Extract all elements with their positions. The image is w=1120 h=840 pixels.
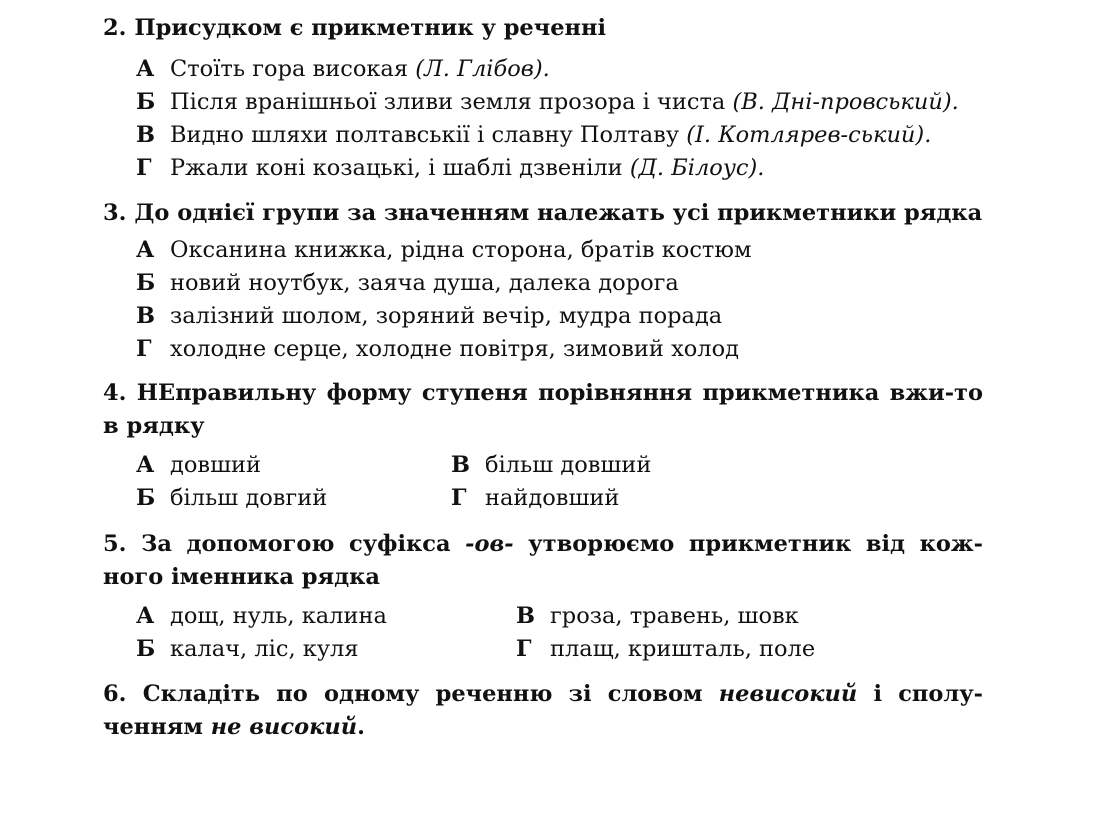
question-number: 4. bbox=[103, 380, 127, 406]
option-v[interactable] bbox=[136, 300, 983, 333]
question-6 bbox=[103, 678, 983, 744]
option-g[interactable] bbox=[451, 482, 983, 515]
option-g[interactable] bbox=[516, 633, 983, 666]
option-text: найдовший bbox=[485, 485, 620, 511]
option-letter: Б bbox=[136, 270, 156, 296]
option-author: (Л. Глібов). bbox=[415, 56, 550, 82]
question-number: 2. bbox=[103, 15, 127, 41]
option-letter: Г bbox=[451, 485, 467, 511]
option-text: Стоїть гора високая bbox=[170, 56, 409, 82]
option-text: Ржали коні козацькі, і шаблі дзвеніли bbox=[170, 155, 623, 181]
option-v[interactable] bbox=[516, 600, 983, 633]
question-text-middle: і сполу-ченням bbox=[103, 681, 984, 740]
question-3 bbox=[103, 197, 983, 366]
option-a[interactable] bbox=[136, 600, 516, 633]
option-a[interactable] bbox=[136, 449, 451, 482]
suffix-text: -ов- bbox=[465, 531, 514, 557]
question-number: 3. bbox=[103, 200, 127, 226]
option-letter: А bbox=[136, 237, 155, 263]
option-author: (І. Котлярев-ський). bbox=[686, 122, 932, 148]
question-number: 5. bbox=[103, 531, 127, 557]
option-text: Видно шляхи полтавськії і славну Полтаву bbox=[170, 122, 680, 148]
option-text: плащ, кришталь, поле bbox=[550, 636, 816, 662]
option-g[interactable] bbox=[136, 333, 983, 366]
question-text: НЕправильну форму ступеня порівняння прикметника вжи-то в рядку bbox=[103, 380, 983, 439]
option-author: (В. Дні-провський). bbox=[732, 89, 959, 115]
option-v[interactable] bbox=[451, 449, 983, 482]
question-2 bbox=[103, 12, 983, 185]
question-text: Складіть по одному реченню зі словом bbox=[142, 681, 703, 707]
option-text: більш довгий bbox=[170, 485, 328, 511]
option-letter: В bbox=[516, 603, 536, 629]
question-text-continued: утворюємо прикметник від кож-ного іменника рядка bbox=[103, 531, 983, 590]
option-text: калач, ліс, куля bbox=[170, 636, 359, 662]
option-letter: В bbox=[451, 452, 471, 478]
option-letter: А bbox=[136, 452, 155, 478]
option-text: гроза, травень, шовк bbox=[550, 603, 799, 629]
option-b[interactable] bbox=[136, 267, 983, 300]
question-3-stem bbox=[103, 197, 983, 230]
question-text: Присудком є прикметник у реченні bbox=[134, 15, 607, 41]
option-a[interactable] bbox=[136, 234, 983, 267]
exercise-page bbox=[103, 12, 983, 744]
option-letter: А bbox=[136, 603, 155, 629]
question-2-stem bbox=[103, 12, 983, 45]
question-text: За допомогою суфікса bbox=[141, 531, 451, 557]
question-number: 6. bbox=[103, 681, 127, 707]
option-g[interactable] bbox=[136, 152, 983, 185]
option-letter: В bbox=[136, 122, 156, 148]
question-6-stem bbox=[103, 678, 983, 744]
question-5-stem bbox=[103, 528, 983, 594]
option-letter: Б bbox=[136, 485, 156, 511]
option-a[interactable] bbox=[136, 53, 983, 86]
option-b[interactable] bbox=[136, 482, 451, 515]
option-letter: Г bbox=[136, 155, 152, 181]
question-text-end: . bbox=[357, 714, 365, 740]
option-text: більш довший bbox=[485, 452, 652, 478]
question-text: До однієї групи за значенням належать усі прикметники рядка bbox=[134, 200, 983, 226]
word-example-2: не високий bbox=[210, 714, 358, 740]
answer-options bbox=[136, 449, 983, 515]
option-text: холодне серце, холодне повітря, зимовий холод bbox=[170, 336, 740, 362]
question-4-stem bbox=[103, 377, 983, 443]
option-b[interactable] bbox=[136, 633, 516, 666]
option-author: (Д. Білоус). bbox=[629, 155, 765, 181]
option-v[interactable] bbox=[136, 119, 983, 152]
option-letter: В bbox=[136, 303, 156, 329]
option-text: дощ, нуль, калина bbox=[170, 603, 387, 629]
answer-options bbox=[136, 234, 983, 366]
question-5 bbox=[103, 528, 983, 666]
option-text: довший bbox=[170, 452, 261, 478]
option-text: Після вранішньої зливи земля прозора і чиста bbox=[170, 89, 726, 115]
option-text: Оксанина книжка, рідна сторона, братів костюм bbox=[170, 237, 752, 263]
option-letter: Г bbox=[136, 336, 152, 362]
answer-options bbox=[136, 600, 983, 666]
option-letter: А bbox=[136, 56, 155, 82]
option-b[interactable] bbox=[136, 86, 983, 119]
option-letter: Б bbox=[136, 89, 156, 115]
question-4 bbox=[103, 377, 983, 515]
option-letter: Г bbox=[516, 636, 532, 662]
answer-options bbox=[136, 53, 983, 185]
option-letter: Б bbox=[136, 636, 156, 662]
option-text: новий ноутбук, заяча душа, далека дорога bbox=[170, 270, 679, 296]
word-example-1: невисокий bbox=[718, 681, 858, 707]
option-text: залізний шолом, зоряний вечір, мудра порада bbox=[170, 303, 723, 329]
